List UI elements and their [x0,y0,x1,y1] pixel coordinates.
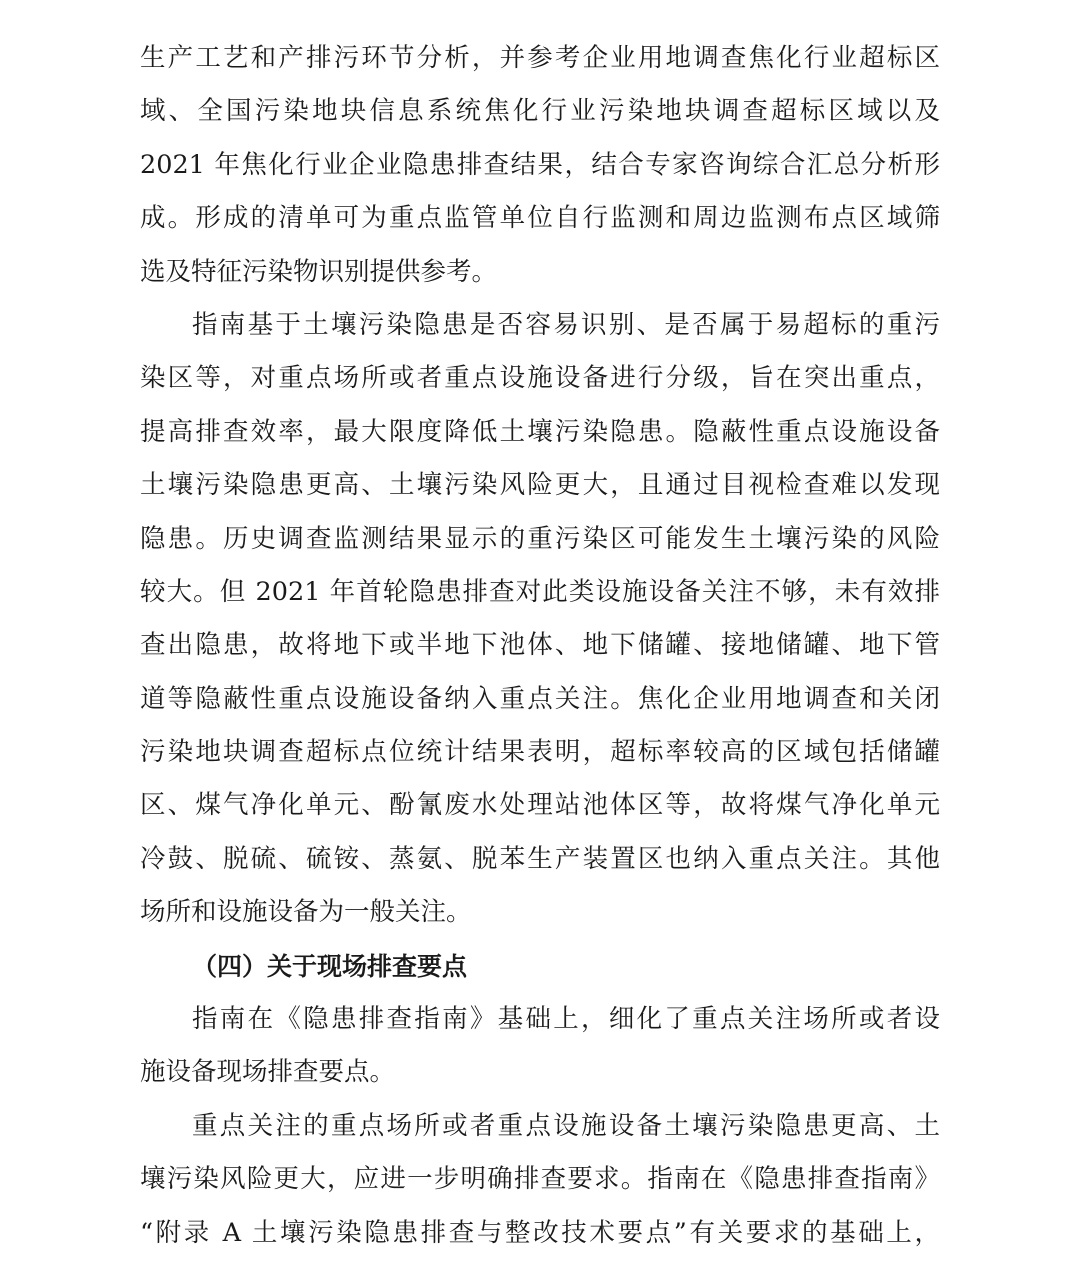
text-line: 2021 年焦化行业企业隐患排查结果，结合专家咨询综合汇总分析形 [140,149,940,180]
text-line: 冷鼓、脱硫、硫铵、蒸氨、脱苯生产装置区也纳入重点关注。其他 [140,843,940,874]
text-line: 查出隐患，故将地下或半地下池体、地下储罐、接地储罐、地下管 [140,630,940,661]
section-heading: （四）关于现场排查要点 [192,951,468,981]
text-line: 重点关注的重点场所或者重点设施设备土壤污染隐患更高、土 [192,1110,940,1141]
text-line: 选及特征污染物识别提供参考。 [140,256,498,287]
text-line: 提高排查效率，最大限度降低土壤污染隐患。隐蔽性重点设施设备 [140,416,940,447]
text-line: 土壤污染隐患更高、土壤污染风险更大，且通过目视检查难以发现 [140,470,940,501]
text-line: 道等隐蔽性重点设施设备纳入重点关注。焦化企业用地调查和关闭 [140,683,940,714]
text-line: “附录 A 土壤污染隐患排查与整改技术要点”有关要求的基础上， [140,1217,940,1248]
text-line: 壤污染风险更大，应进一步明确排查要求。指南在《隐患排查指南》 [140,1164,940,1195]
text-line: 污染地块调查超标点位统计结果表明，超标率较高的区域包括储罐 [140,737,940,768]
text-line: 较大。但 2021 年首轮隐患排查对此类设施设备关注不够，未有效排 [140,576,940,607]
text-line: 隐患。历史调查监测结果显示的重污染区可能发生土壤污染的风险 [140,523,940,554]
text-line: 指南在《隐患排查指南》基础上，细化了重点关注场所或者设 [192,1004,940,1035]
text-line: 成。形成的清单可为重点监管单位自行监测和周边监测布点区域筛 [140,203,940,234]
text-line: 生产工艺和产排污环节分析，并参考企业用地调查焦化行业超标区 [140,43,940,73]
text-line: 染区等，对重点场所或者重点设施设备进行分级，旨在突出重点， [140,363,940,394]
document-page [140,32,940,1260]
text-line: 施设备现场排查要点。 [140,1057,396,1088]
text-line: 区、煤气净化单元、酚氰废水处理站池体区等，故将煤气净化单元 [140,790,940,821]
text-line: 场所和设施设备为一般关注。 [140,897,472,928]
text-line: 域、全国污染地块信息系统焦化行业污染地块调查超标区域以及 [140,96,940,127]
text-line: 指南基于土壤污染隐患是否容易识别、是否属于易超标的重污 [192,309,940,340]
